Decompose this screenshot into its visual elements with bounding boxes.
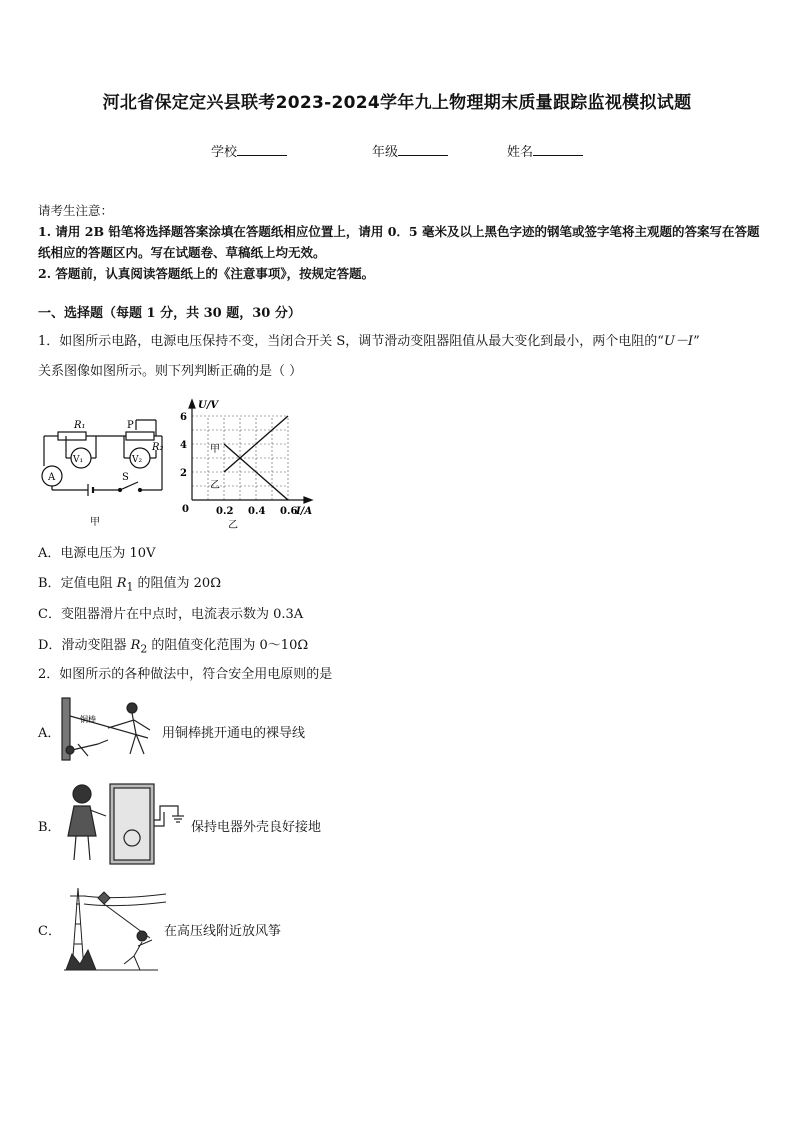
r2-label: R₂ xyxy=(152,442,164,453)
x-tick-label: 0.6 xyxy=(280,506,298,517)
x-axis-label: I/A xyxy=(296,506,313,517)
switch-s xyxy=(120,482,138,490)
option-text: 的阻值为 20Ω xyxy=(133,576,221,591)
person-body-icon xyxy=(108,713,150,754)
boy-head-icon xyxy=(137,931,147,941)
name-field xyxy=(507,141,583,160)
girl-legs-icon xyxy=(74,836,90,860)
grade-field xyxy=(372,141,448,160)
option-symbol: R xyxy=(130,638,141,653)
option-subscript: 2 xyxy=(140,642,148,656)
s-label: S xyxy=(122,472,129,483)
q1-option-a[interactable] xyxy=(38,542,155,561)
name-blank xyxy=(533,143,583,156)
origin-label: 0 xyxy=(182,504,189,515)
school-label: 学校 xyxy=(211,145,238,160)
q1-stem-part: 1．如图所示电路，电源电压保持不变，当闭合开关 S，调节滑动变阻器阻值从最大变化到最小，两个电阻的“ xyxy=(38,334,664,349)
notice-block xyxy=(38,200,760,284)
kite-icon xyxy=(98,892,110,904)
y-tick-label: 6 xyxy=(180,412,187,423)
y-tick-label: 2 xyxy=(180,468,187,479)
option-text: 的阻值变化范围为 0～10Ω xyxy=(147,638,309,653)
q2-option-a-letter[interactable]: A． xyxy=(38,726,61,741)
name-label: 姓名 xyxy=(507,145,534,160)
y-axis-arrow xyxy=(189,400,195,408)
q2-option-b-text: 保持电器外壳良好接地 xyxy=(191,820,322,835)
x-axis-arrow xyxy=(304,497,312,503)
circuit-diagram xyxy=(36,410,176,530)
grass-icon xyxy=(66,950,96,970)
illustration-grounded-appliance xyxy=(60,780,192,868)
school-blank xyxy=(237,143,287,156)
grade-blank xyxy=(398,143,448,156)
option-text: 变阻器滑片在中点时，电流表示数为 0.3A xyxy=(60,607,304,622)
option-text: 滑动变阻器 xyxy=(61,638,131,653)
q2-option-b-letter[interactable]: B． xyxy=(38,820,61,835)
q2-option-c-letter[interactable]: C． xyxy=(38,924,61,939)
notice-item-2: 2. 答题前，认真阅读答题纸上的《注意事项》，按规定答题。 xyxy=(38,266,375,281)
r1-label: R₁ xyxy=(74,420,86,431)
x-tick-label: 0.4 xyxy=(248,506,266,517)
line-jia-label: 甲 xyxy=(210,444,220,455)
ui-graph xyxy=(176,396,326,532)
option-letter: C． xyxy=(38,607,61,622)
ground-wire-icon xyxy=(154,806,178,820)
notice-head: 请考生注意： xyxy=(38,203,114,218)
fallen-person-icon xyxy=(72,740,108,756)
a-label: A xyxy=(48,472,56,483)
line-yi-label: 乙 xyxy=(210,480,220,491)
option-text: 定值电阻 xyxy=(60,576,117,591)
girl-head-icon xyxy=(73,785,91,803)
question-1-stem xyxy=(38,332,760,352)
boy-body-icon xyxy=(124,940,152,970)
q2-option-a-text: 用铜棒挑开通电的裸导线 xyxy=(162,726,306,741)
power-line-icon xyxy=(84,894,166,906)
y-axis-label: U/V xyxy=(198,400,219,411)
option-symbol: R xyxy=(116,576,127,591)
section-title: 一、选择题（每题 1 分，共 30 题，30 分） xyxy=(38,306,301,321)
resistor-r1 xyxy=(58,432,86,440)
illustration-kite-power-line xyxy=(58,884,168,972)
q2-option-c-text: 在高压线附近放风筝 xyxy=(164,924,282,939)
option-subscript: 1 xyxy=(126,580,134,594)
q1-option-d[interactable] xyxy=(38,634,308,656)
copper-rod-label: 铜棒 xyxy=(80,715,96,724)
option-letter: D． xyxy=(38,638,62,653)
page-title: 河北省保定定兴县联考2023-2024学年九上物理期末质量跟踪监视模拟试题 xyxy=(102,93,692,113)
x-tick-label: 0.2 xyxy=(216,506,234,517)
person-head-icon xyxy=(127,703,137,713)
school-field xyxy=(211,141,287,160)
q1-option-b[interactable] xyxy=(38,572,221,594)
option-letter: A． xyxy=(38,546,61,561)
circuit-caption: 甲 xyxy=(90,517,100,528)
notice-item-1: 1. 请用 2B 铅笔将选择题答案涂填在答题纸相应位置上，请用 0．5 毫米及以上黑色字迹的钢笔或签字笔将主观题的答案写在答题纸相应的答题区内。写在试题卷、草稿纸上均无效。 xyxy=(38,224,760,260)
option-text: 电源电压为 10V xyxy=(60,546,156,561)
q1-option-c[interactable] xyxy=(38,603,303,622)
q1-ui-symbol: U－I xyxy=(663,334,694,349)
grade-label: 年级 xyxy=(372,145,399,160)
p-label: P xyxy=(127,420,134,431)
v2-label: V₂ xyxy=(132,455,143,465)
question-2-stem: 2．如图所示的各种做法中，符合安全用电原则的是 xyxy=(38,667,333,682)
y-tick-label: 4 xyxy=(180,440,187,451)
rheostat-r2 xyxy=(126,432,154,440)
illustration-copper-rod xyxy=(58,694,164,766)
q1-stem-close: ” xyxy=(693,334,700,349)
v1-label: V₁ xyxy=(73,455,84,465)
question-1-stem-line2: 关系图像如图所示。则下列判断正确的是（ ） xyxy=(38,364,303,379)
option-letter: B． xyxy=(38,576,61,591)
graph-caption: 乙 xyxy=(228,520,238,531)
